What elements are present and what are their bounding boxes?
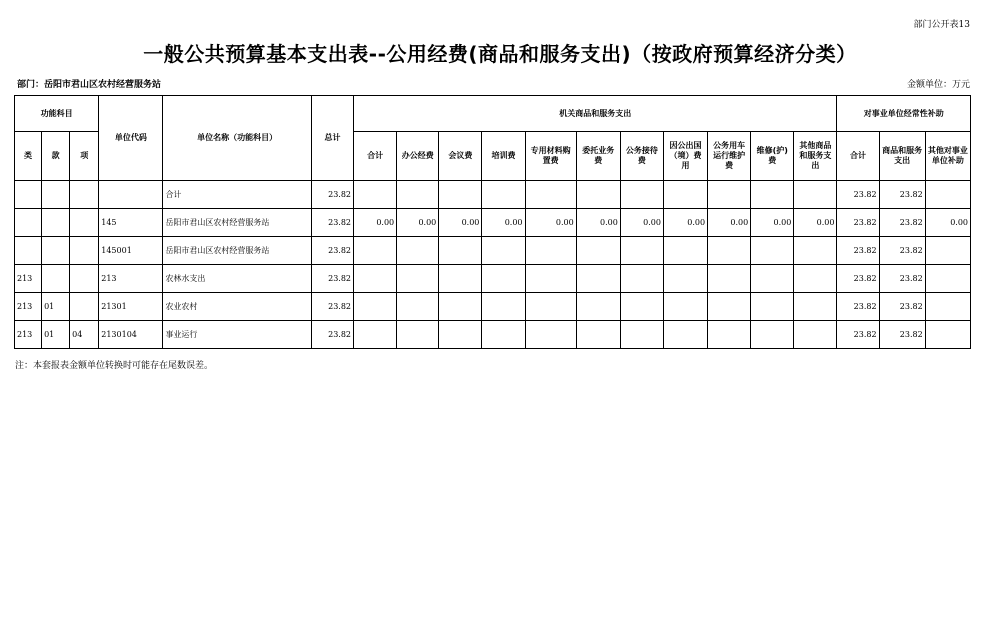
- header-xiang: 项: [70, 132, 99, 181]
- cell-agency-6: [620, 181, 663, 209]
- cell-subsidy-2: [925, 321, 970, 349]
- cell-kuan: 01: [42, 321, 70, 349]
- cell-agency-7: [663, 293, 707, 321]
- header-agency-col-3: 培训费: [482, 132, 525, 181]
- cell-agency-1: [397, 321, 439, 349]
- cell-agency-10: [794, 321, 837, 349]
- cell-xiang: [70, 181, 99, 209]
- cell-agency-3: [482, 293, 525, 321]
- cell-agency-4: [525, 237, 576, 265]
- table-row: [15, 181, 971, 209]
- cell-agency-10: [794, 265, 837, 293]
- budget-table: [14, 95, 971, 349]
- cell-unit-name: 事业运行: [163, 321, 311, 349]
- department-label: 部门：岳阳市君山区农村经营服务站: [17, 80, 162, 90]
- cell-agency-2: [439, 237, 482, 265]
- cell-agency-6: 0.00: [620, 209, 663, 237]
- cell-agency-2: [439, 265, 482, 293]
- cell-agency-7: [663, 265, 707, 293]
- cell-subsidy-2: 0.00: [925, 209, 970, 237]
- header-agency-col-10: 其他商品和服务支出: [794, 132, 837, 181]
- cell-agency-2: 0.00: [439, 209, 482, 237]
- amount-unit-label: 金额单位：万元: [906, 80, 970, 90]
- table-row: [15, 265, 971, 293]
- cell-total: 23.82: [311, 181, 353, 209]
- cell-agency-1: [397, 265, 439, 293]
- cell-unit-code: 145001: [99, 237, 163, 265]
- cell-unit-name: 合计: [163, 181, 311, 209]
- cell-agency-5: [576, 265, 620, 293]
- cell-subsidy-2: [925, 181, 970, 209]
- cell-agency-3: [482, 181, 525, 209]
- cell-subsidy-0: 23.82: [837, 321, 879, 349]
- cell-xiang: [70, 293, 99, 321]
- cell-agency-6: [620, 237, 663, 265]
- cell-agency-8: [708, 181, 751, 209]
- cell-agency-1: [397, 293, 439, 321]
- header-unit-name: 单位名称（功能科目）: [163, 96, 311, 181]
- cell-agency-0: [354, 265, 397, 293]
- cell-agency-9: [751, 321, 794, 349]
- cell-agency-8: [708, 237, 751, 265]
- cell-subsidy-1: 23.82: [879, 181, 925, 209]
- header-unit-code: 单位代码: [99, 96, 163, 181]
- cell-subsidy-0: 23.82: [837, 293, 879, 321]
- cell-agency-4: [525, 181, 576, 209]
- cell-unit-name: 农业农村: [163, 293, 311, 321]
- cell-subsidy-1: 23.82: [879, 321, 925, 349]
- cell-agency-2: [439, 321, 482, 349]
- cell-unit-code: 213: [99, 265, 163, 293]
- header-func-subject: 功能科目: [15, 96, 99, 132]
- cell-agency-8: [708, 321, 751, 349]
- header-agency-col-2: 会议费: [439, 132, 482, 181]
- header-agency-col-8: 公务用车运行维护费: [708, 132, 751, 181]
- cell-agency-2: [439, 293, 482, 321]
- header-subsidy-col-0: 合计: [837, 132, 879, 181]
- cell-kuan: [42, 265, 70, 293]
- header-subsidy-col-2: 其他对事业单位补助: [925, 132, 970, 181]
- header-kuan: 款: [42, 132, 70, 181]
- cell-lei: 213: [15, 265, 42, 293]
- cell-xiang: [70, 209, 99, 237]
- header-total: 总计: [311, 96, 353, 181]
- header-lei: 类: [15, 132, 42, 181]
- cell-agency-10: [794, 293, 837, 321]
- cell-agency-0: [354, 181, 397, 209]
- header-agency-col-5: 委托业务费: [576, 132, 620, 181]
- cell-unit-name: 岳阳市君山区农村经营服务站: [163, 209, 311, 237]
- cell-subsidy-1: 23.82: [879, 293, 925, 321]
- header-subsidy-col-1: 商品和服务支出: [879, 132, 925, 181]
- cell-agency-5: [576, 293, 620, 321]
- cell-kuan: [42, 237, 70, 265]
- header-agency-col-6: 公务接待费: [620, 132, 663, 181]
- cell-unit-name: 岳阳市君山区农村经营服务站: [163, 237, 311, 265]
- cell-lei: [15, 181, 42, 209]
- cell-agency-4: 0.00: [525, 209, 576, 237]
- cell-agency-2: [439, 181, 482, 209]
- cell-agency-7: [663, 321, 707, 349]
- cell-agency-0: 0.00: [354, 209, 397, 237]
- cell-unit-code: 2130104: [99, 321, 163, 349]
- cell-unit-code: 21301: [99, 293, 163, 321]
- cell-agency-10: [794, 181, 837, 209]
- cell-kuan: [42, 209, 70, 237]
- cell-lei: [15, 237, 42, 265]
- cell-total: 23.82: [311, 265, 353, 293]
- cell-agency-0: [354, 321, 397, 349]
- cell-subsidy-1: 23.82: [879, 237, 925, 265]
- cell-agency-9: [751, 237, 794, 265]
- cell-agency-7: [663, 237, 707, 265]
- cell-total: 23.82: [311, 237, 353, 265]
- page-code: 部门公开表13: [913, 20, 970, 30]
- cell-agency-5: [576, 181, 620, 209]
- cell-agency-10: 0.00: [794, 209, 837, 237]
- header-agency-col-4: 专用材料购置费: [525, 132, 576, 181]
- table-row: [15, 321, 971, 349]
- footnote: 注：本套报表金额单位转换时可能存在尾数误差。: [15, 361, 214, 371]
- cell-unit-code: 145: [99, 209, 163, 237]
- cell-subsidy-0: 23.82: [837, 209, 879, 237]
- cell-subsidy-2: [925, 237, 970, 265]
- table-row: [15, 237, 971, 265]
- cell-total: 23.82: [311, 293, 353, 321]
- header-agency-col-0: 合计: [354, 132, 397, 181]
- cell-subsidy-1: 23.82: [879, 209, 925, 237]
- page-title: 一般公共预算基本支出表--公用经费(商品和服务支出)（按政府预算经济分类）: [143, 42, 857, 66]
- cell-agency-4: [525, 265, 576, 293]
- cell-agency-1: [397, 181, 439, 209]
- table-row: [15, 293, 971, 321]
- cell-agency-3: [482, 321, 525, 349]
- cell-lei: 213: [15, 321, 42, 349]
- cell-agency-8: [708, 293, 751, 321]
- cell-subsidy-1: 23.82: [879, 265, 925, 293]
- cell-lei: 213: [15, 293, 42, 321]
- cell-agency-7: 0.00: [663, 209, 707, 237]
- cell-agency-8: 0.00: [708, 209, 751, 237]
- header-agency-col-1: 办公经费: [397, 132, 439, 181]
- cell-agency-5: [576, 321, 620, 349]
- cell-kuan: 01: [42, 293, 70, 321]
- cell-lei: [15, 209, 42, 237]
- cell-agency-4: [525, 321, 576, 349]
- cell-total: 23.82: [311, 321, 353, 349]
- cell-agency-0: [354, 237, 397, 265]
- cell-agency-1: 0.00: [397, 209, 439, 237]
- cell-xiang: 04: [70, 321, 99, 349]
- cell-subsidy-0: 23.82: [837, 265, 879, 293]
- cell-agency-9: 0.00: [751, 209, 794, 237]
- header-subsidy-group: 对事业单位经常性补助: [837, 96, 971, 132]
- cell-agency-5: [576, 237, 620, 265]
- cell-xiang: [70, 265, 99, 293]
- cell-agency-4: [525, 293, 576, 321]
- cell-subsidy-0: 23.82: [837, 181, 879, 209]
- header-agency-col-7: 因公出国（境）费用: [663, 132, 707, 181]
- cell-xiang: [70, 237, 99, 265]
- cell-kuan: [42, 181, 70, 209]
- cell-agency-0: [354, 293, 397, 321]
- cell-agency-9: [751, 181, 794, 209]
- cell-subsidy-2: [925, 265, 970, 293]
- header-agency-group: 机关商品和服务支出: [354, 96, 837, 132]
- cell-agency-9: [751, 265, 794, 293]
- cell-total: 23.82: [311, 209, 353, 237]
- cell-agency-6: [620, 293, 663, 321]
- header-agency-col-9: 维修(护)费: [751, 132, 794, 181]
- cell-agency-10: [794, 237, 837, 265]
- cell-agency-8: [708, 265, 751, 293]
- cell-agency-9: [751, 293, 794, 321]
- cell-agency-5: 0.00: [576, 209, 620, 237]
- table-row: [15, 209, 971, 237]
- cell-agency-6: [620, 321, 663, 349]
- cell-agency-3: [482, 265, 525, 293]
- cell-subsidy-0: 23.82: [837, 237, 879, 265]
- cell-agency-6: [620, 265, 663, 293]
- cell-agency-7: [663, 181, 707, 209]
- cell-agency-3: [482, 237, 525, 265]
- cell-unit-name: 农林水支出: [163, 265, 311, 293]
- cell-agency-3: 0.00: [482, 209, 525, 237]
- cell-subsidy-2: [925, 293, 970, 321]
- cell-unit-code: [99, 181, 163, 209]
- cell-agency-1: [397, 237, 439, 265]
